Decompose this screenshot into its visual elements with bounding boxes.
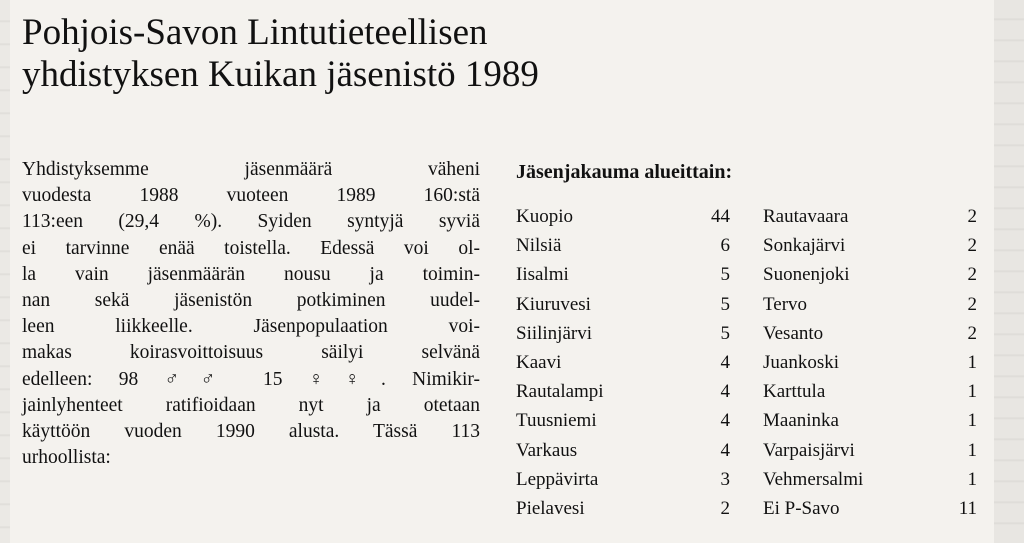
area-name: Rautavaara — [763, 206, 849, 227]
distribution-row — [516, 406, 730, 435]
right-page-edge — [994, 0, 1024, 543]
member-count: 1 — [967, 410, 977, 432]
distribution-left-column — [516, 202, 730, 523]
area-name: Sonkajärvi — [763, 235, 846, 257]
body-line: ei tarvinne enää toistella. Edessä voi ol- — [22, 237, 480, 259]
body-line: edelleen: 98 ♂♂ 15 ♀♀. Nimikir- — [22, 368, 480, 390]
distribution-row — [516, 202, 730, 231]
area-name: Karttula — [763, 381, 826, 403]
body-line: la vain jäsenmäärän nousu ja toimin- — [22, 263, 480, 285]
area-name: Juankoski — [763, 351, 839, 373]
member-count: 4 — [720, 439, 730, 461]
distribution-row — [516, 436, 730, 465]
member-count: 2 — [967, 264, 977, 286]
article-title — [22, 12, 802, 96]
body-line: makas koirasvoittoisuus säilyi selvänä — [22, 342, 480, 364]
member-count: 1 — [967, 439, 977, 461]
member-count: 11 — [958, 497, 977, 519]
member-count: 44 — [711, 206, 730, 227]
member-count: 3 — [720, 468, 730, 490]
distribution-row — [763, 406, 977, 435]
member-count: 5 — [720, 264, 730, 286]
distribution-row — [763, 436, 977, 465]
area-name: Ei P-Savo — [763, 497, 840, 519]
distribution-row — [516, 260, 730, 289]
distribution-row — [516, 377, 730, 406]
area-name: Iisalmi — [516, 264, 569, 286]
body-line: nan sekä jäsenistön potkiminen uudel- — [22, 290, 480, 312]
distribution-row — [516, 231, 730, 260]
title-line-1: Pohjois-Savon Lintutieteellisen — [22, 12, 488, 53]
distribution-row — [763, 494, 977, 523]
area-name: Varkaus — [516, 439, 578, 461]
article-body — [22, 157, 480, 471]
left-page-edge — [0, 0, 10, 543]
member-count: 5 — [720, 293, 730, 315]
member-count: 2 — [720, 497, 730, 519]
area-name: Leppävirta — [516, 468, 599, 490]
member-count: 2 — [967, 293, 977, 315]
distribution-row — [516, 348, 730, 377]
body-line: käyttöön vuoden 1990 alusta. Tässä 113 — [22, 421, 480, 443]
distribution-row — [763, 290, 977, 319]
distribution-row — [763, 260, 977, 289]
area-name: Nilsiä — [516, 235, 562, 257]
area-name: Kaavi — [516, 351, 562, 373]
area-name: Kiuruvesi — [516, 293, 591, 315]
member-count: 4 — [720, 351, 730, 373]
area-name: Rautalampi — [516, 381, 604, 403]
distribution-row — [516, 465, 730, 494]
member-count: 5 — [720, 322, 730, 344]
distribution-row — [516, 494, 730, 523]
distribution-row — [516, 290, 730, 319]
body-line: vuodesta 1988 vuoteen 1989 160:stä — [22, 185, 480, 207]
area-name: Pielavesi — [516, 497, 585, 519]
distribution-row — [763, 231, 977, 260]
distribution-heading: Jäsenjakauma alueittain: — [516, 161, 733, 183]
member-count: 6 — [720, 235, 730, 257]
area-name: Tuusniemi — [516, 410, 597, 432]
distribution-row — [763, 348, 977, 377]
body-line: urhoollista: — [22, 447, 111, 469]
area-name: Vesanto — [763, 322, 824, 344]
area-name: Suonenjoki — [763, 264, 850, 286]
member-count: 2 — [967, 206, 977, 227]
member-count: 1 — [967, 381, 977, 403]
member-count: 4 — [720, 381, 730, 403]
area-name: Varpaisjärvi — [763, 439, 855, 461]
title-line-2: yhdistyksen Kuikan jäsenistö 1989 — [22, 54, 539, 95]
distribution-row — [763, 202, 977, 231]
body-line: Yhdistyksemme jäsenmäärä väheni — [22, 159, 480, 180]
distribution-row — [763, 465, 977, 494]
distribution-right-column — [763, 202, 977, 523]
area-name: Maaninka — [763, 410, 839, 432]
member-count: 1 — [967, 351, 977, 373]
body-line: 113:een (29,4 %). Syiden syntyjä syviä — [22, 211, 480, 233]
area-name: Siilinjärvi — [516, 322, 592, 344]
body-line: jainlyhenteet ratifioidaan nyt ja otetaan — [22, 394, 480, 416]
distribution-row — [763, 377, 977, 406]
member-count: 1 — [967, 468, 977, 490]
member-count: 2 — [967, 322, 977, 344]
distribution-row — [516, 319, 730, 348]
distribution-row — [763, 319, 977, 348]
area-name: Kuopio — [516, 206, 573, 227]
member-count: 2 — [967, 235, 977, 257]
member-count: 4 — [720, 410, 730, 432]
body-line: leen liikkeelle. Jäsenpopulaation voi- — [22, 316, 480, 338]
area-name: Tervo — [763, 293, 808, 315]
area-name: Vehmersalmi — [763, 468, 864, 490]
